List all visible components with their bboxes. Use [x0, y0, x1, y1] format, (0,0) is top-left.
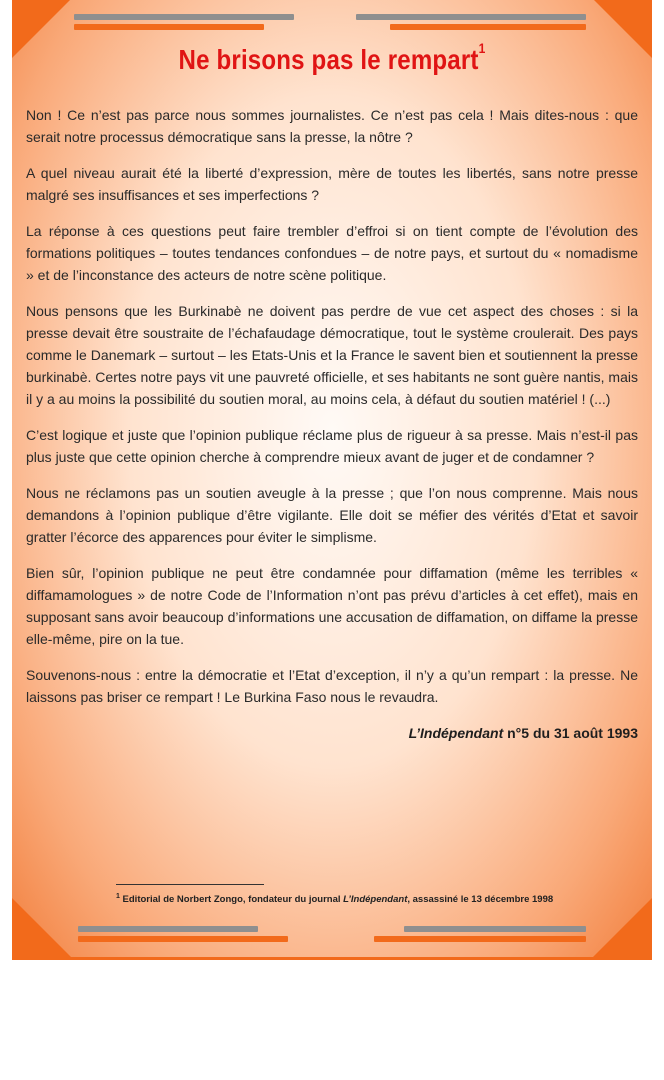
- top-right-orange-bar: [390, 24, 586, 30]
- bottom-right-gray-bar: [404, 926, 586, 932]
- signature-issue: n°5 du 31 août 1993: [503, 725, 638, 741]
- corner-triangle-bottom-right: [590, 898, 652, 960]
- bottom-right-orange-bar: [374, 936, 586, 942]
- editorial-poster: [12, 0, 652, 960]
- top-right-gray-bar: [356, 14, 586, 20]
- signature: [26, 722, 638, 744]
- footnote-separator: [116, 884, 264, 885]
- corner-triangle-bottom-left: [12, 898, 74, 960]
- editorial-body: [26, 104, 638, 744]
- bottom-left-orange-bar: [78, 936, 288, 942]
- paragraph-7: Bien sûr, l’opinion publique ne peut être condamnée pour diffamation (même les terribles « diffamamologues » de notre Code de l’Information n’ont pas prévu d’articles à cet effet), mais en supposant sans avoir beaucoup d’informations une accusation de diffamation, on diffame la presse elle-même, pire on la tue.: [26, 565, 638, 647]
- paragraph-8: Souvenons-nous : entre la démocratie et l’Etat d’exception, il n’y a qu’un rempart : la presse. Ne laissons pas briser ce rempart ! Le Burkina Faso nous le revaudra.: [26, 667, 638, 705]
- bottom-left-gray-bar: [78, 926, 258, 932]
- top-left-orange-bar: [74, 24, 264, 30]
- paragraph-6: Nous ne réclamons pas un soutien aveugle à la presse ; que l’on nous comprenne. Mais nous demandons à l’opinion publique d’être vigilante. Elle doit se méfier des vérités d’Etat et savoir gratter l’écorce des apparences pour éviter le simplisme.: [26, 485, 638, 545]
- footnote-text-end: , assassiné le 13 décembre 1998: [407, 894, 554, 906]
- footnote-marker: 1: [116, 893, 120, 900]
- paragraph-3: La réponse à ces questions peut faire trembler d’effroi si on tient compte de l’évolution des formations politiques – toutes tendances confondues – de notre pays, et surtout du « nomadisme » et de l’inconstance des acteurs de notre scène politique.: [26, 223, 638, 283]
- paragraph-2: A quel niveau aurait été la liberté d’expression, mère de toutes les libertés, sans notre presse malgré ses insuffisances et ses imperfections ?: [26, 165, 638, 203]
- footnote-text-start: Editorial de Norbert Zongo, fondateur du journal: [119, 894, 344, 906]
- page-title: Ne brisons pas le rempart$^1$: [178, 40, 486, 75]
- bottom-orange-rule: [12, 957, 652, 960]
- top-left-gray-bar: [74, 14, 294, 20]
- title-footnote-marker: 1: [478, 40, 486, 56]
- paragraph-1: Non ! Ce n’est pas parce nous sommes journalistes. Ce n’est pas cela ! Mais dites-nous : que serait notre processus démocratique sans la presse, la nôtre ?: [26, 107, 638, 145]
- footnote: [116, 893, 553, 905]
- signature-publication: L’Indépendant: [408, 725, 504, 741]
- footnote-publication: L’Indépendant: [343, 894, 408, 906]
- paragraph-4: Nous pensons que les Burkinabè ne doivent pas perdre de vue cet aspect des choses : si la presse devait être soustraite de l’échafaudage démocratique, tout le système croulerait. Des pays comme le Danemark – surtout – les Etats-Unis et la France le savent bien et soutiennent la presse burkinabè. Certes notre pays vit une pauvreté officielle, et ses habitants ne sont guère nantis, mais il y a au moins la possibilité du soutien moral, au moins cela, à défaut du soutien matériel ! (...): [26, 303, 638, 407]
- paragraph-5: C’est logique et juste que l’opinion publique réclame plus de rigueur à sa presse. Mais n’est-il pas plus juste que cette opinion cherche à comprendre mieux avant de juger et de condamner ?: [26, 427, 638, 465]
